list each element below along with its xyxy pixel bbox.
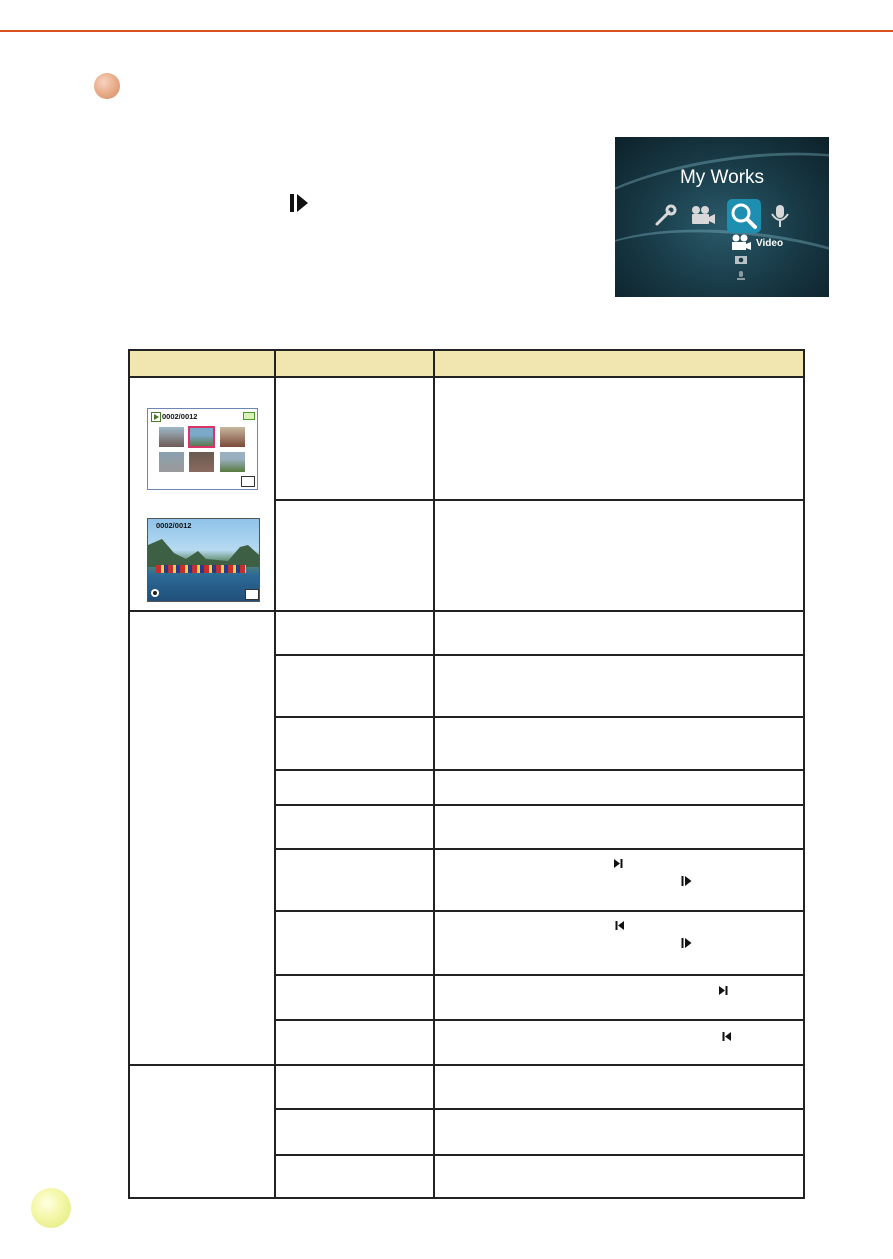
header-cell bbox=[275, 350, 434, 377]
table-cell bbox=[275, 1020, 434, 1065]
view-preview-cell bbox=[129, 377, 275, 611]
table-cell bbox=[434, 805, 804, 849]
play-pause-icon bbox=[681, 937, 692, 949]
table-row bbox=[129, 611, 804, 655]
thumbnail-grid bbox=[159, 427, 247, 475]
playback-mode-icon bbox=[151, 412, 161, 422]
fullscreen-counter: 0002/0012 bbox=[156, 521, 192, 530]
fullscreen-view-preview bbox=[147, 518, 260, 602]
table-cell bbox=[275, 770, 434, 805]
battery-icon bbox=[243, 412, 255, 420]
table-cell bbox=[275, 911, 434, 975]
table-cell bbox=[275, 377, 434, 500]
microphone-icon[interactable] bbox=[772, 205, 788, 227]
play-pause-icon bbox=[288, 192, 310, 214]
table-cell bbox=[434, 1020, 804, 1065]
table-cell bbox=[434, 1065, 804, 1109]
table-cell bbox=[275, 1155, 434, 1198]
next-icon bbox=[613, 858, 623, 869]
section-bullet-icon bbox=[94, 73, 120, 99]
table-cell bbox=[275, 611, 434, 655]
boat-crew bbox=[156, 565, 246, 573]
submenu-label-video: Video bbox=[756, 238, 784, 249]
mode-description-table bbox=[128, 349, 805, 1199]
top-rule bbox=[0, 30, 893, 32]
table-row bbox=[129, 1065, 804, 1109]
next-icon bbox=[718, 985, 728, 996]
table-cell bbox=[275, 975, 434, 1020]
mode-icon-row bbox=[651, 199, 801, 233]
table-header-row bbox=[129, 350, 804, 377]
screen-title: My Works bbox=[679, 167, 765, 188]
table-cell bbox=[275, 717, 434, 770]
table-cell bbox=[434, 1155, 804, 1198]
magnifier-icon[interactable] bbox=[727, 199, 761, 233]
table-cell bbox=[434, 849, 804, 911]
header-cell bbox=[129, 350, 275, 377]
table-cell bbox=[434, 500, 804, 611]
thumbnail-image[interactable] bbox=[189, 452, 214, 472]
table-row bbox=[129, 377, 804, 500]
page-number-badge bbox=[31, 1188, 71, 1228]
thumbnail-image-selected[interactable] bbox=[188, 426, 215, 448]
thumbnail-view-preview bbox=[147, 408, 258, 490]
table-cell bbox=[275, 1109, 434, 1155]
thumbnail-image[interactable] bbox=[159, 452, 184, 472]
table-cell bbox=[434, 377, 804, 500]
table-cell bbox=[129, 1065, 275, 1198]
table-cell bbox=[434, 611, 804, 655]
photo-mode-icon bbox=[735, 254, 747, 264]
previous-icon bbox=[722, 1031, 732, 1042]
table-cell bbox=[434, 1109, 804, 1155]
sd-card-icon bbox=[245, 589, 259, 600]
table-cell bbox=[275, 500, 434, 611]
table-cell bbox=[434, 770, 804, 805]
header-cell bbox=[434, 350, 804, 377]
mountain-scene bbox=[148, 537, 259, 567]
my-works-screen bbox=[615, 137, 829, 297]
voice-mode-icon bbox=[736, 271, 746, 281]
table-cell bbox=[434, 911, 804, 975]
table-cell bbox=[434, 655, 804, 717]
thumbnail-image[interactable] bbox=[220, 452, 245, 472]
thumbnail-counter: 0002/0012 bbox=[162, 412, 198, 421]
thumbnail-image[interactable] bbox=[159, 427, 184, 447]
wrench-icon[interactable] bbox=[657, 206, 675, 224]
play-pause-icon bbox=[681, 875, 692, 887]
sd-card-icon bbox=[241, 476, 255, 487]
thumbnail-image[interactable] bbox=[220, 427, 245, 447]
table-cell bbox=[275, 1065, 434, 1109]
table-cell bbox=[434, 975, 804, 1020]
video-mode-icon bbox=[730, 234, 752, 252]
previous-icon bbox=[615, 920, 625, 931]
table-cell bbox=[275, 655, 434, 717]
video-camera-icon[interactable] bbox=[692, 206, 715, 224]
table-cell bbox=[129, 611, 275, 1065]
table-cell bbox=[434, 717, 804, 770]
playback-control-icon bbox=[150, 588, 160, 598]
table-cell bbox=[275, 849, 434, 911]
table-cell bbox=[275, 805, 434, 849]
